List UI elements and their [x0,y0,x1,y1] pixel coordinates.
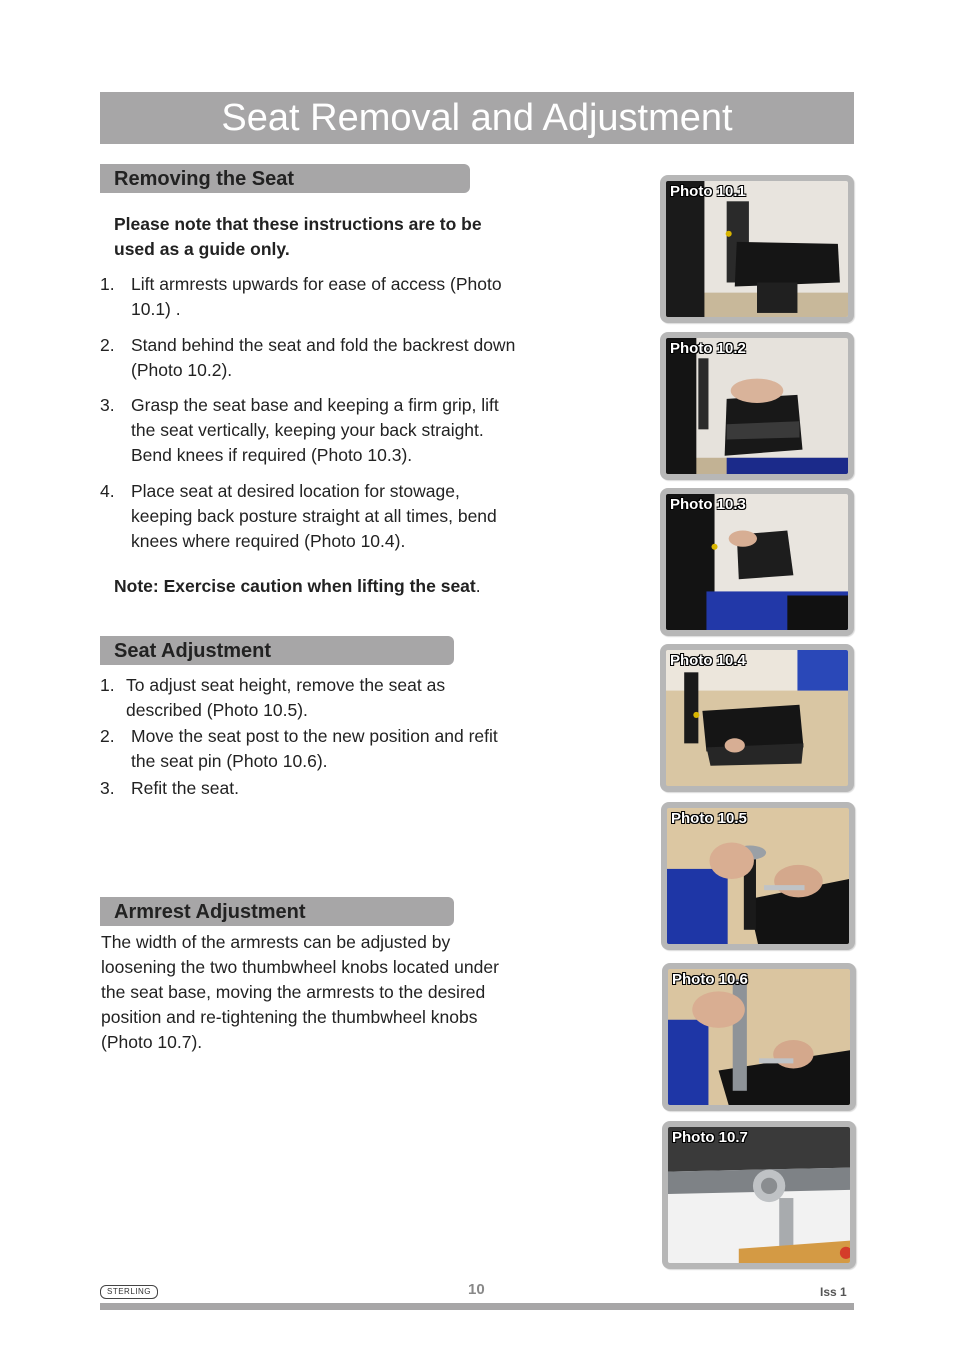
issue-label: Iss 1 [820,1285,847,1299]
section-heading-removing: Removing the Seat [100,164,470,193]
caution-note [114,574,481,599]
caution-end: . [475,576,481,596]
page-title: Seat Removal and Adjustment [221,97,733,139]
list-line: (Photo 10.2). [131,360,233,380]
list-item [100,479,570,554]
list-line: Move the seat post to the new position and refit [131,726,498,746]
photo-10-7 [662,1121,856,1269]
list-number: 2. [100,726,115,746]
paragraph-line: position and re-tightening the thumbwheel knobs [101,1007,478,1027]
footer-divider [100,1303,854,1310]
photo-label: Photo 10.6 [672,971,748,988]
photo-seat-lift-image [666,494,848,630]
list-line: 10.1) . [131,299,181,319]
page-number: 10 [468,1281,485,1298]
section-heading-armrest: Armrest Adjustment [100,897,454,926]
list-line: the seat pin (Photo 10.6). [131,751,328,771]
photo-image [666,494,848,630]
photo-10-3 [660,488,854,636]
photo-seat-post-image [667,808,849,944]
guide-note [114,212,482,262]
photo-image [667,808,849,944]
page-title-bar [100,92,854,144]
photo-thumbwheel-image [668,1127,850,1263]
list-line: Lift armrests upwards for ease of access (Photo [131,274,502,294]
photo-image [666,650,848,786]
list-number: 2. [100,335,115,355]
photo-10-4 [660,644,854,792]
list-number: 1. [100,675,115,695]
list-line: knees where required (Photo 10.4). [131,531,406,551]
paragraph-line: the seat base, moving the armrests to the desired [101,982,486,1002]
photo-image [668,1127,850,1263]
section-heading-seat-adjustment: Seat Adjustment [100,636,454,665]
guide-note-line: used as a guide only. [114,239,290,259]
list-item [100,776,570,801]
armrest-paragraph [101,930,571,1055]
brand-logo: STERLING [100,1285,158,1299]
list-item [100,393,570,468]
list-item [100,673,570,723]
list-line: Refit the seat. [131,778,239,798]
photo-image [666,338,848,474]
photo-label: Photo 10.2 [670,340,746,357]
list-line: Place seat at desired location for stowage, [131,481,460,501]
list-line: the seat vertically, keeping your back straight. [131,420,484,440]
list-line: To adjust seat height, remove the seat as [126,675,446,695]
photo-seat-pin-image [668,969,850,1105]
photo-10-2 [660,332,854,480]
photo-seat-stow-image [666,650,848,786]
guide-note-line: Please note that these instructions are to be [114,214,482,234]
list-line: Bend knees if required (Photo 10.3). [131,445,413,465]
list-line: keeping back posture straight at all times, bend [131,506,497,526]
photo-armrest-lift-image [666,181,848,317]
photo-label: Photo 10.4 [670,652,746,669]
list-item [100,333,570,383]
photo-label: Photo 10.7 [672,1129,748,1146]
caution-bold: Note: Exercise caution when lifting the seat [114,576,476,596]
list-line: Grasp the seat base and keeping a firm grip, lift [131,395,499,415]
photo-image [666,181,848,317]
photo-10-1 [660,175,854,323]
list-number: 1. [100,274,115,294]
paragraph-line: (Photo 10.7). [101,1032,203,1052]
photo-label: Photo 10.1 [670,183,746,200]
photo-backrest-fold-image [666,338,848,474]
photo-10-6 [662,963,856,1111]
list-item [100,724,570,774]
list-number: 3. [100,778,115,798]
list-item [100,272,570,322]
photo-label: Photo 10.5 [671,810,747,827]
photo-label: Photo 10.3 [670,496,746,513]
paragraph-line: loosening the two thumbwheel knobs located under [101,957,499,977]
photo-image [668,969,850,1105]
paragraph-line: The width of the armrests can be adjusted by [101,932,451,952]
list-number: 4. [100,481,115,501]
list-line: described (Photo 10.5). [126,700,308,720]
photo-10-5 [661,802,855,950]
list-number: 3. [100,395,115,415]
list-line: Stand behind the seat and fold the backrest down [131,335,516,355]
